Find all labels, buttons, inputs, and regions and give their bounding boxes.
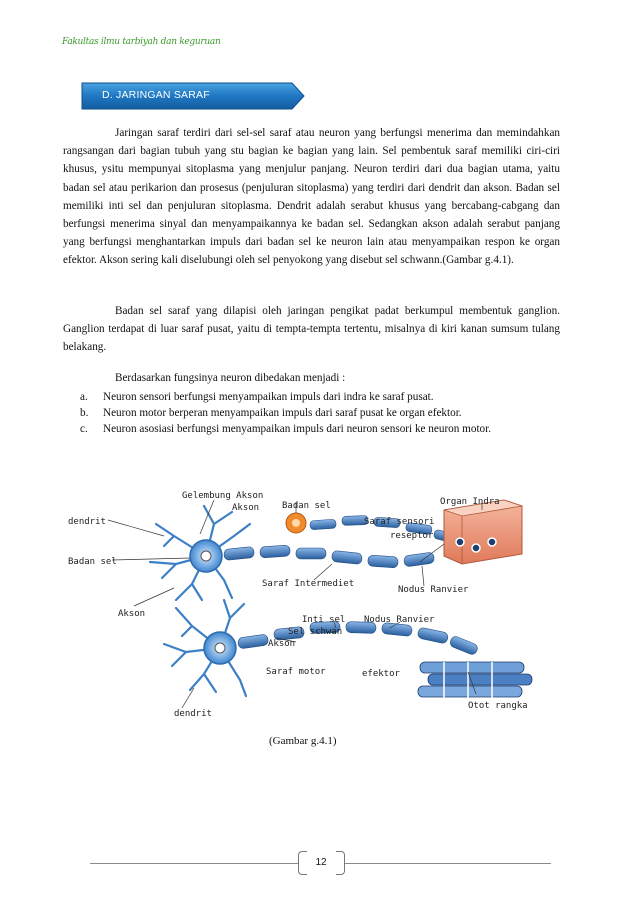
figure-caption: (Gambar g.4.1): [269, 735, 337, 747]
list-marker: b.: [80, 407, 89, 419]
neuron-type-list: [80, 389, 550, 437]
badan-sel-nucleus: [292, 519, 300, 527]
section-banner: [80, 81, 306, 111]
label-nodus-ranvier-mid: Nodus Ranvier: [364, 615, 435, 625]
label-nodus-ranvier-top: Nodus Ranvier: [398, 585, 469, 595]
lower-nucleus: [215, 643, 225, 653]
paragraph-text: Berdasarkan fungsinya neuron dibedakan menjadi :: [115, 372, 346, 384]
list-text: Neuron asosiasi berfungsi menyampaikan impuls dari neuron sensori ke neuron motor.: [103, 423, 492, 435]
label-sel-schwan: Sel schwan: [288, 627, 343, 637]
label-badan-sel-left: Badan sel: [68, 557, 117, 567]
label-saraf-intermediet: Saraf Intermediet: [262, 579, 355, 589]
label-efektor: efektor: [362, 669, 400, 679]
running-header: Fakultas ilmu tarbiyah dan keguruan: [62, 37, 221, 47]
list-item: [80, 421, 550, 437]
neuron-diagram: [64, 476, 556, 720]
paragraph-text: Jaringan saraf terdiri dari sel-sel saraf atau neuron yang berfungsi menerima dan memindahkan rangsangan dari bagian tubuh yang stu bagian ke bagian yang lain. Sel pembentuk saraf memiliki ciri-ciri khusus, ysitu mempunyai sitoplasma yang menjulur panjang. Neuron terdiri dari dua bagian utama, yaitu badan sel atau perikarion dan prosesus (penjuluran sitoplasma) yang terdiri dari dendrit dan akson. Badan sel memiliki inti sel dan penjuluran sitoplasma. Dendrit adalah serabut khusus yang bercabang-cabgang dan berfungsi menerima sinyal dan menyampaikannya ke badan sel. Sedangkan akson adalah serabut panjang yang berfungsi menghantarkan impuls dari badan sel ke neuron lain atau menyampaikan respon ke organ efektor. Akson sering kali diselubungi oleh sel penyokong yang disebut sel schwann.(Gambar g.4.1).: [63, 127, 560, 267]
label-akson-mid: Akson: [268, 639, 296, 649]
neuron-illustration: [64, 476, 556, 720]
list-item: [80, 405, 550, 421]
list-marker: c.: [80, 423, 88, 435]
upper-nucleus: [201, 551, 211, 561]
list-text: Neuron sensori berfungsi menyampaikan impuls dari indra ke saraf pusat.: [103, 391, 434, 403]
footer-rule-right: [344, 863, 551, 864]
label-reseptor: reseptor: [390, 531, 434, 541]
label-organ-indra: Organ Indra: [440, 497, 500, 507]
label-dendrit-bottom: dendrit: [174, 709, 212, 719]
upper-axon: [224, 545, 435, 568]
label-badan-sel-top: Badan sel: [282, 501, 331, 511]
paragraph-3: [63, 369, 560, 387]
list-marker: a.: [80, 391, 88, 403]
footer-rule-left: [90, 863, 298, 864]
label-akson-top: Akson: [232, 503, 260, 513]
label-saraf-motor: Saraf motor: [266, 667, 326, 677]
label-gelembung-akson: Gelembung Akson: [182, 491, 264, 501]
list-item: [80, 389, 550, 405]
label-otot-rangka: Otot rangka: [468, 701, 528, 711]
label-inti-sel: Inti sel: [302, 615, 346, 625]
list-text: Neuron motor berperan menyampaikan impuls dari saraf pusat ke organ efektor.: [103, 407, 462, 419]
label-akson-left: Akson: [118, 609, 146, 619]
label-dendrit-top: dendrit: [68, 517, 106, 527]
page-number: 12: [315, 857, 327, 868]
label-saraf-sensori: Saraf sensori: [364, 517, 435, 527]
section-title: D. JARINGAN SARAF: [102, 89, 210, 101]
paragraph-1: [63, 124, 560, 270]
paragraph-text: Badan sel saraf yang dilapisi oleh jaringan pengikat padat berkumpul membentuk ganglion. Ganglion terdapat di luar saraf pusat, yaitu di tempta-tempta tertentu, misalnya di kiri kanan sumsum tulang belakang.: [63, 305, 560, 354]
otot-rangka-fibers: [418, 662, 532, 698]
organ-indra-block: [444, 500, 522, 564]
paragraph-2: [63, 302, 560, 357]
